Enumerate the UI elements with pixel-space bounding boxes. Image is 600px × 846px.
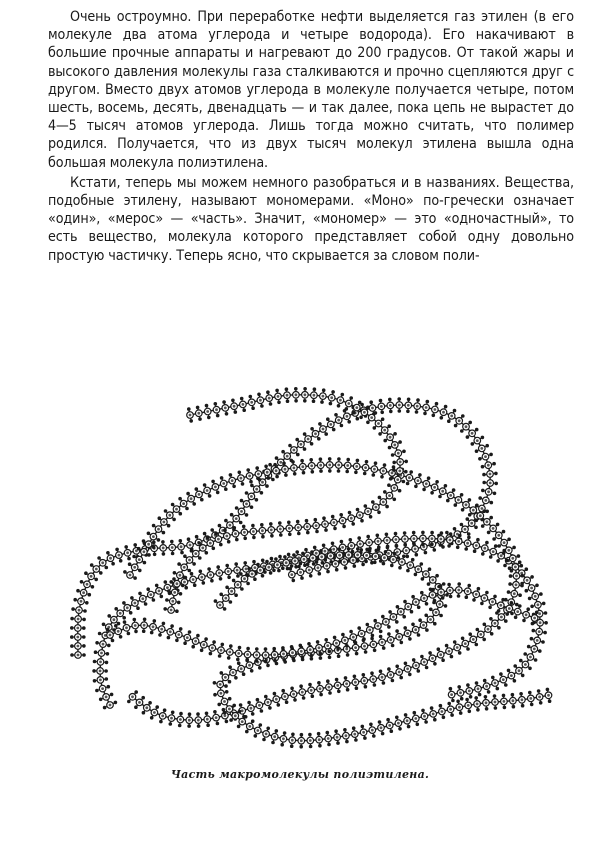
paragraph-1: Очень остроумно. При переработке нефти выделяется газ этилен (в его молекуле два атома углерода и четыре водорода). Его накачивают в большие прочные аппараты и нагревают до 200 градусов. От такой жары и высокого давления молекулы газа сталкиваются и прочно сцепляются друг с другом. Вместо двух атомов углерода в молекуле получается четыре, потом шесть, восемь, десять, двенадцать — и так далее, пока цепь не вырастет до 4—5 тысяч атомов углерода. Лишь тогда можно считать, что полимер родился. Получается, что из двух тысяч молекул этилена вышла одна большая молекула полиэтилена.	[48, 9, 574, 171]
polyethylene-macromolecule-illustration	[70, 375, 560, 755]
body-text	[48, 8, 574, 265]
macromolecule-chain-drawing	[70, 375, 560, 755]
paragraph-2: Кстати, теперь мы можем немного разобраться и в названиях. Вещества, подобные этилену, называют мономерами. «Моно» по-гречески означает «один», «мерос» — «часть». Значит, «мономер» — это «одночастный», то есть вещество, молекула которого представляет собой одну довольно простую частичку. Теперь ясно, что скрывается за словом поли-	[48, 174, 574, 264]
carbon-chain-segment	[213, 547, 552, 748]
figure-caption: Часть макромолекулы полиэтилена.	[170, 768, 430, 781]
